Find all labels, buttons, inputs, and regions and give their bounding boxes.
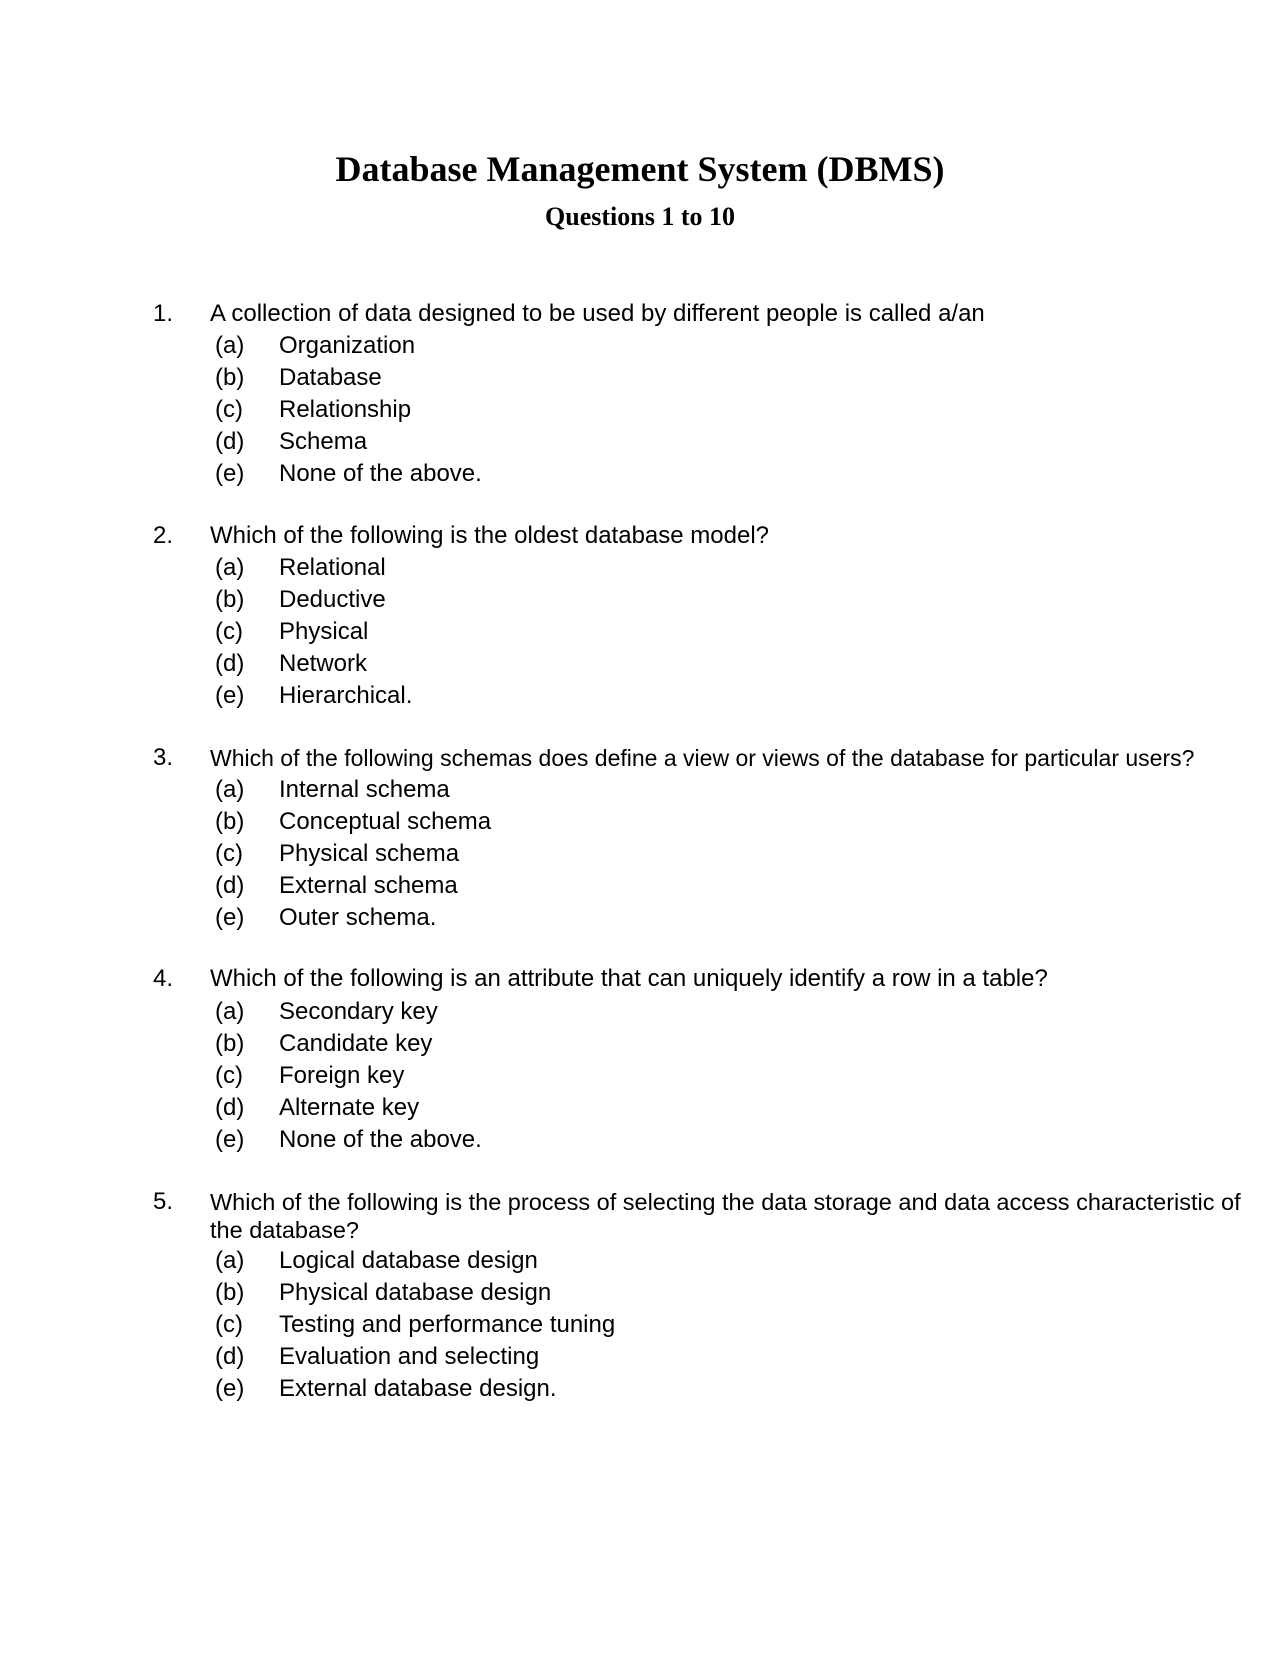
page-subtitle: Questions 1 to 10 <box>545 202 735 231</box>
option-text: Foreign key <box>279 1062 405 1089</box>
option-letter: (b) <box>215 586 245 613</box>
option-text: Network <box>279 650 368 677</box>
option-letter: (e) <box>215 1375 245 1402</box>
option-text: Testing and performance tuning <box>279 1311 616 1338</box>
option-text: Deductive <box>279 586 386 613</box>
question-text: Which of the following is the oldest database model? <box>210 522 769 549</box>
option-letter: (a) <box>215 554 245 581</box>
option-letter: (a) <box>215 776 245 803</box>
question-text: Which of the following is the process of selecting the data storage and data access characteristic of the database? <box>210 1189 1241 1243</box>
option-text: External database design. <box>279 1375 557 1402</box>
question-number: 3. <box>153 744 174 771</box>
question-number: 2. <box>153 522 174 549</box>
option-text: Conceptual schema <box>279 808 492 835</box>
question-text: Which of the following is an attribute that can uniquely identify a row in a table? <box>210 965 1048 992</box>
option-text: Relational <box>279 554 386 581</box>
option-text: Outer schema. <box>279 904 437 931</box>
option-text: Physical database design <box>279 1279 552 1306</box>
option-letter: (d) <box>215 1094 245 1121</box>
page-title: Database Management System (DBMS) <box>335 149 945 189</box>
option-letter: (a) <box>215 998 245 1025</box>
option-text: Organization <box>279 332 416 359</box>
option-letter: (c) <box>215 840 243 867</box>
option-letter: (c) <box>215 618 243 645</box>
option-text: Relationship <box>279 396 412 423</box>
option-text: Physical schema <box>279 840 460 867</box>
question-text: A collection of data designed to be used by different people is called a/an <box>210 300 985 327</box>
option-text: Alternate key <box>279 1094 420 1121</box>
option-letter: (a) <box>215 1247 245 1274</box>
option-text: External schema <box>279 872 458 899</box>
option-letter: (d) <box>215 1343 245 1370</box>
option-letter: (a) <box>215 332 245 359</box>
option-letter: (c) <box>215 396 243 423</box>
option-letter: (e) <box>215 460 245 487</box>
option-text: Physical <box>279 618 369 645</box>
option-letter: (b) <box>215 1030 245 1057</box>
question-number: 1. <box>153 300 174 327</box>
option-text: Logical database design <box>279 1247 538 1274</box>
option-text: Evaluation and selecting <box>279 1343 540 1370</box>
option-text: Candidate key <box>279 1030 433 1057</box>
option-letter: (e) <box>215 1126 245 1153</box>
option-letter: (d) <box>215 872 245 899</box>
question-number: 4. <box>153 965 174 992</box>
option-text: None of the above. <box>279 460 482 487</box>
option-text: Database <box>279 364 382 391</box>
option-text: Hierarchical. <box>279 682 413 709</box>
option-letter: (e) <box>215 904 245 931</box>
option-letter: (c) <box>215 1062 243 1089</box>
option-letter: (c) <box>215 1311 243 1338</box>
option-letter: (b) <box>215 364 245 391</box>
option-text: Schema <box>279 428 368 455</box>
question-number: 5. <box>153 1188 174 1215</box>
question-text: Which of the following schemas does define a view or views of the database for particular users? <box>210 745 1195 771</box>
option-letter: (e) <box>215 682 245 709</box>
option-text: Secondary key <box>279 998 438 1025</box>
option-letter: (d) <box>215 428 245 455</box>
option-letter: (b) <box>215 808 245 835</box>
option-text: Internal schema <box>279 776 450 803</box>
option-letter: (b) <box>215 1279 245 1306</box>
option-letter: (d) <box>215 650 245 677</box>
option-text: None of the above. <box>279 1126 482 1153</box>
